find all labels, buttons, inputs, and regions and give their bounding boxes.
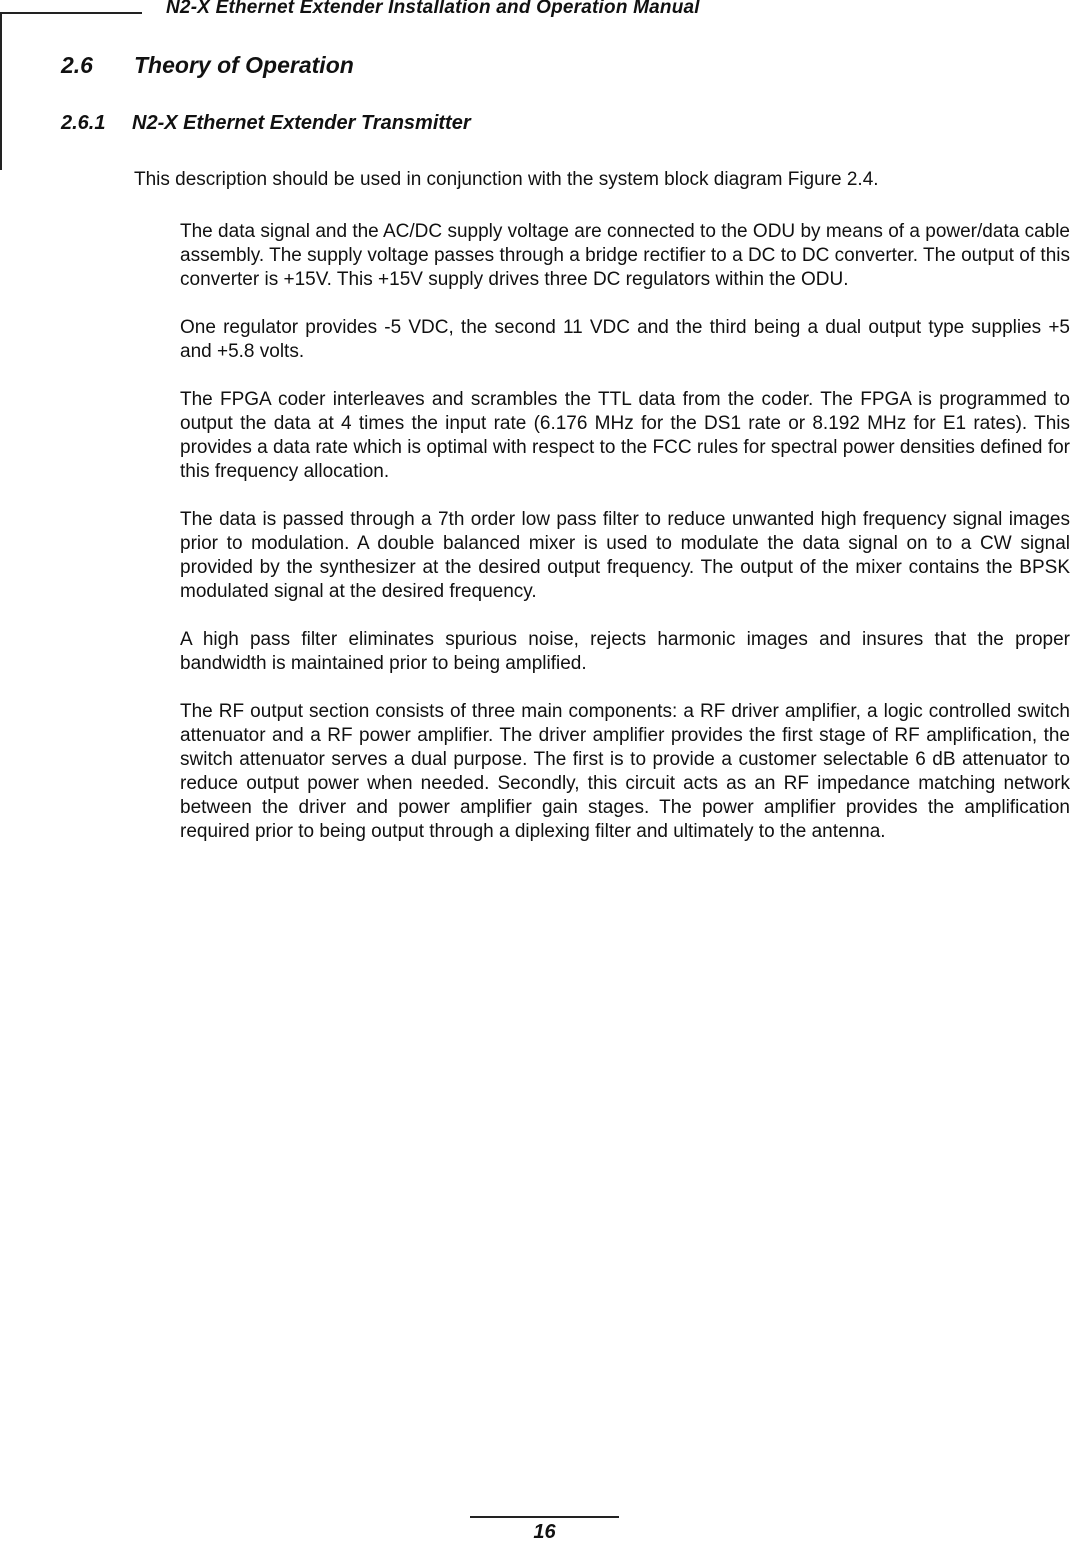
paragraph-regulators: One regulator provides -5 VDC, the second 11 VDC and the third being a dual output type supplies +5 and +5.8 volts.: [180, 317, 1070, 362]
subsection-number: 2.6.1: [61, 112, 106, 134]
page-number: 16: [533, 1521, 556, 1543]
paragraph-power-supply: The data signal and the AC/DC supply voltage are connected to the ODU by means of a power/data cable assembly. The supply voltage passes through a bridge rectifier to a DC to DC converter. The output of this converter is +15V. This +15V supply drives three DC regulators within the ODU.: [180, 221, 1070, 290]
paragraph-rf-output-section: The RF output section consists of three main components: a RF driver amplifier, a logic controlled switch attenuator and a RF power amplifier. The driver amplifier provides the first stage of RF amplification, the switch attenuator serves a dual purpose. The first is to provide a customer selectable 6 dB attenuator to reduce output power when needed. Secondly, this circuit acts as an RF impedance matching network between the driver and power amplifier gain stages. The power amplifier provides the amplification required prior to being output through a diplexing filter and ultimately to the antenna.: [180, 701, 1070, 842]
body-text: [180, 220, 1070, 868]
section-title-text: Theory of Operation: [134, 52, 354, 78]
subsection-heading: [61, 112, 471, 135]
header-corner-vertical-rule: [0, 12, 2, 170]
paragraph-high-pass-filter: A high pass filter eliminates spurious noise, rejects harmonic images and insures that the proper bandwidth is maintained prior to being amplified.: [180, 629, 1070, 674]
header-corner-horizontal-rule: [0, 12, 142, 14]
footer-rule: [470, 1516, 619, 1518]
paragraph-fpga-coder: The FPGA coder interleaves and scrambles the TTL data from the coder. The FPGA is programmed to output the data at 4 times the input rate (6.176 MHz for the DS1 rate or 8.192 MHz for E1 rates). This provides a data rate which is optimal with respect to the FCC rules for spectral power densities defined for this frequency allocation.: [180, 389, 1070, 482]
intro-paragraph: This description should be used in conjunction with the system block diagram Figure 2.4.: [134, 169, 879, 190]
subsection-title-text: N2-X Ethernet Extender Transmitter: [132, 112, 471, 134]
section-number: 2.6: [61, 52, 93, 78]
section-heading: [61, 52, 354, 79]
paragraph-low-pass-filter: The data is passed through a 7th order low pass filter to reduce unwanted high frequency signal images prior to modulation. A double balanced mixer is used to modulate the data signal on to a CW signal provided by the synthesizer at the desired output frequency. The output of the mixer contains the BPSK modulated signal at the desired frequency.: [180, 509, 1070, 602]
running-header-title: N2-X Ethernet Extender Installation and Operation Manual: [166, 0, 700, 18]
